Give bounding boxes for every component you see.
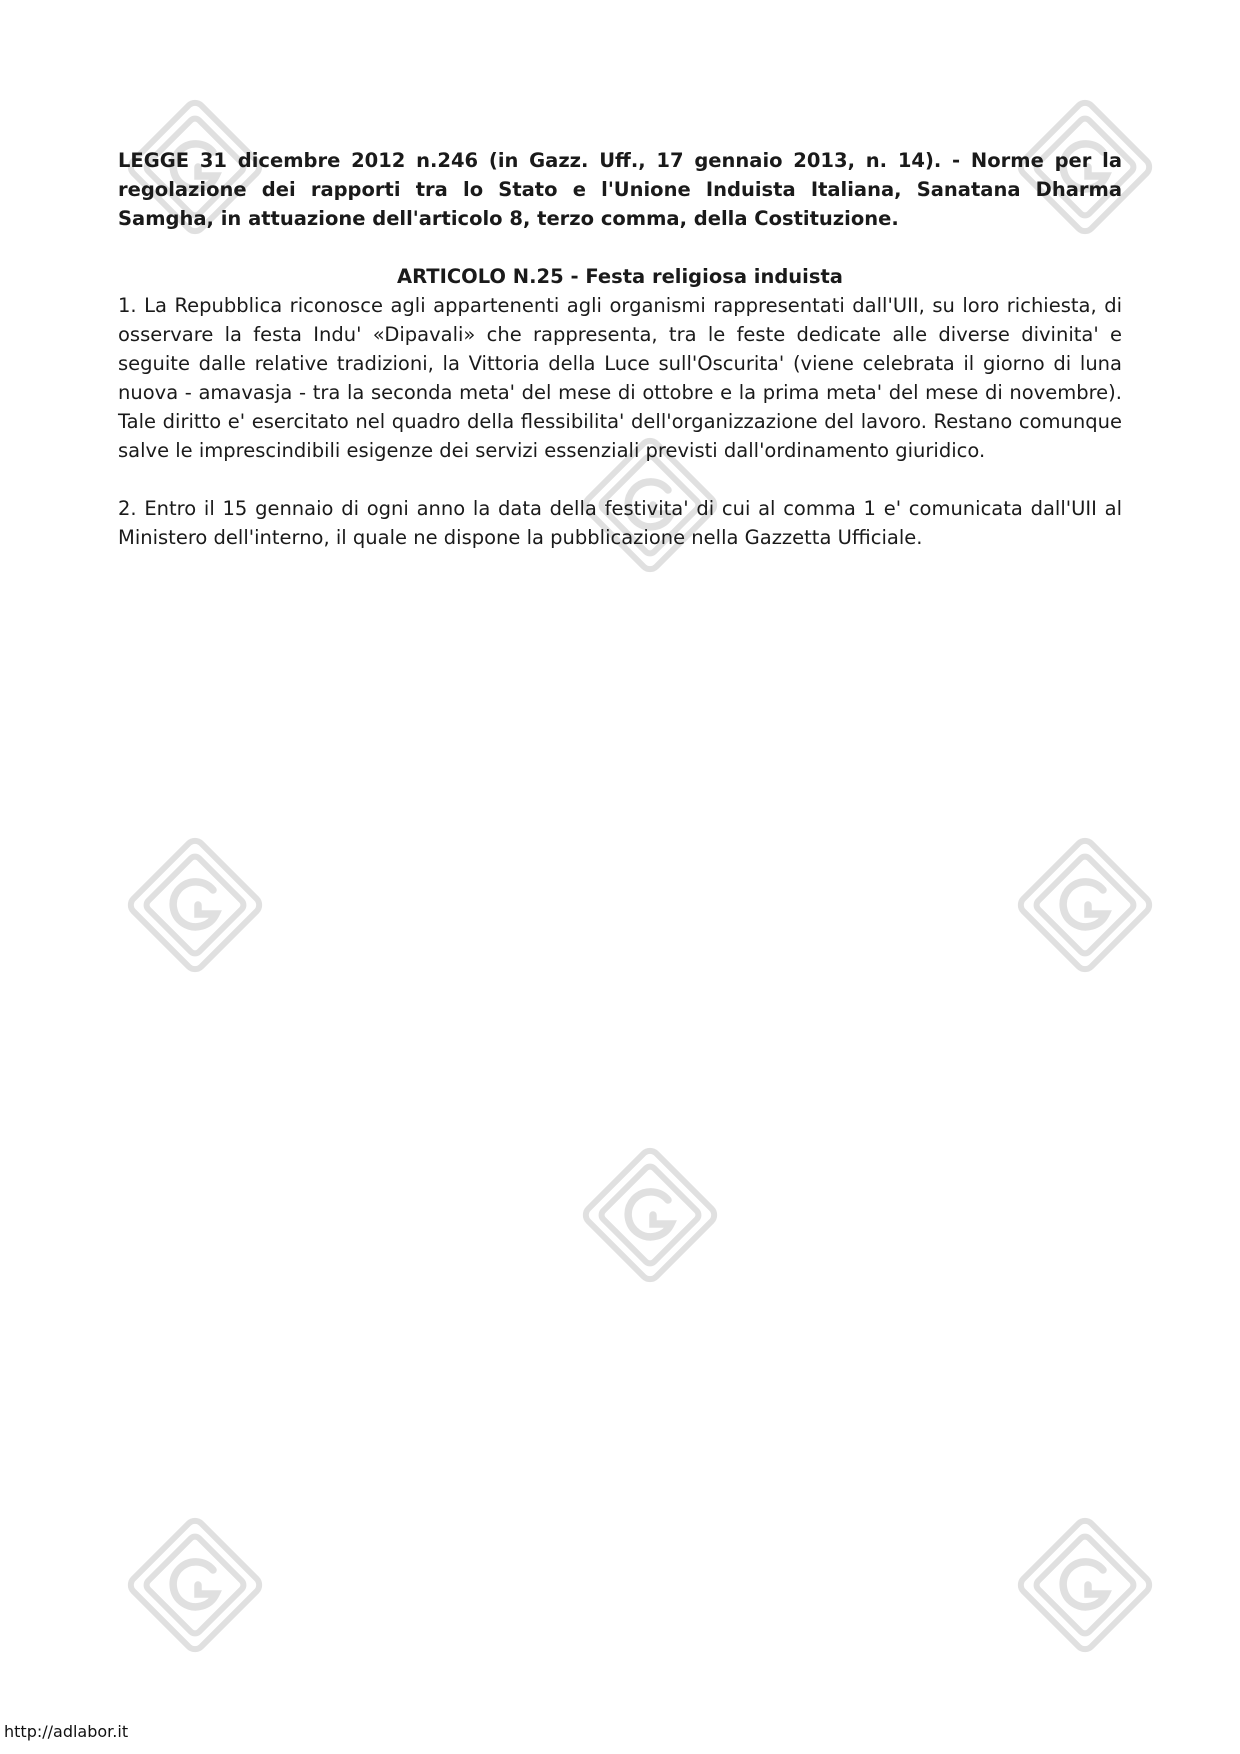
watermark-logo-icon [575,1140,725,1290]
document-title: LEGGE 31 dicembre 2012 n.246 (in Gazz. Uff., 17 gennaio 2013, n. 14). - Norme per la regolazione dei rapporti tra lo Stato e l'Unione Induista Italiana, Sanatana Dharma Samgha, in attuazione dell'articolo 8, terzo comma, della Costituzione. [118,149,1122,230]
document-body [118,146,1122,552]
footer-url: http://adlabor.it [4,1722,129,1741]
article-paragraph-1: 1. La Repubblica riconosce agli appartenenti agli organismi rappresentati dall'UII, su loro richiesta, di osservare la festa Indu' «Dipavali» che rappresenta, tra le feste dedicate alle diverse divinita' e seguite dalle relative tradizioni, la Vittoria della Luce sull'Oscurita' (viene celebrata il giorno di luna nuova - amavasja - tra la seconda meta' del mese di ottobre e la prima meta' del mese di novembre). Tale diritto e' esercitato nel quadro della flessibilita' dell'organizzazione del lavoro. Restano comunque salve le imprescindibili esigenze dei servizi essenziali previsti dall'ordinamento giuridico. [118,294,1122,462]
article-heading: ARTICOLO N.25 - Festa religiosa induista [397,265,843,288]
watermark-logo-icon [1010,830,1160,980]
watermark-logo-icon [120,1510,270,1660]
article-paragraph-2: 2. Entro il 15 gennaio di ogni anno la data della festivita' di cui al comma 1 e' comunicata dall'UII al Ministero dell'interno, il quale ne dispone la pubblicazione nella Gazzetta Ufficiale. [118,497,1122,549]
watermark-logo-icon [120,830,270,980]
watermark-logo-icon [1010,1510,1160,1660]
